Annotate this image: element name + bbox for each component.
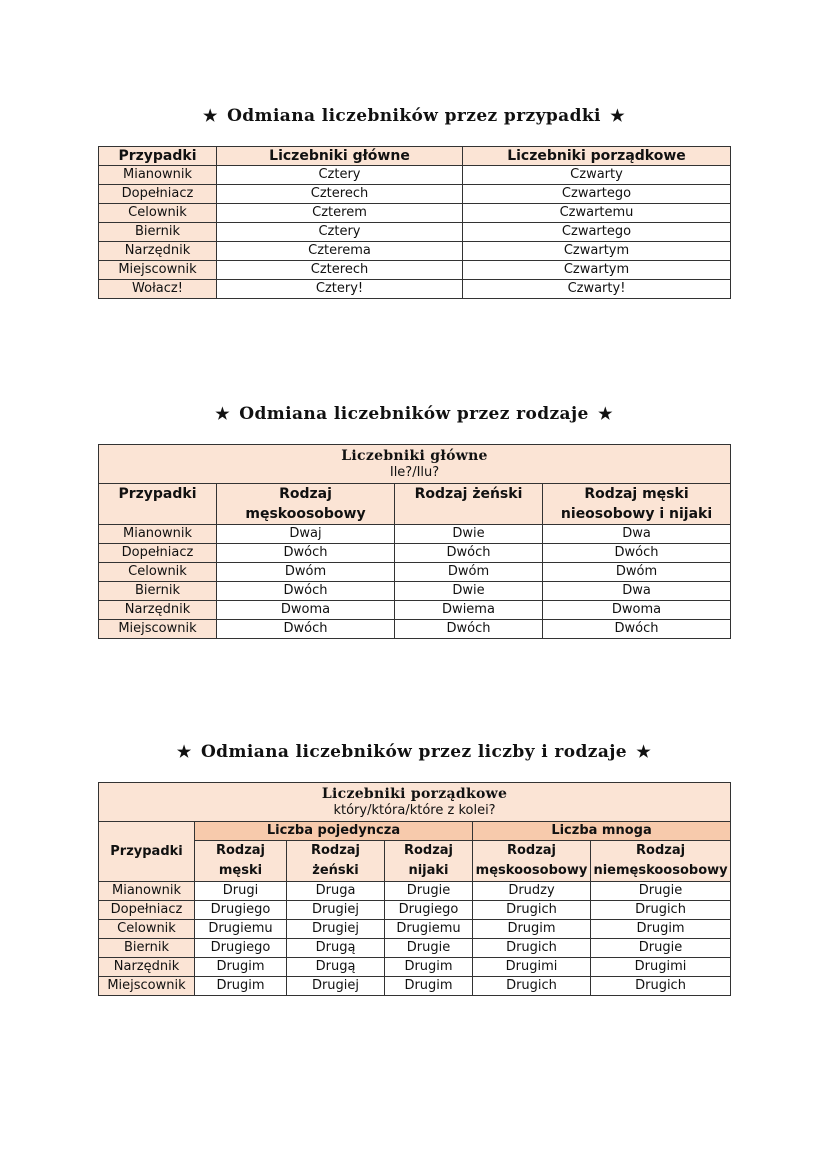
table-cell: Drugi [195, 882, 287, 901]
table-cell: Drugiemu [385, 920, 473, 939]
caption-main: Liczebniki porządkowe [321, 786, 508, 802]
table-cell: Dwóch [217, 582, 395, 601]
group-singular: Liczba pojedyncza [195, 822, 473, 841]
header-cell: Przypadki [99, 822, 195, 882]
table-row [99, 166, 731, 185]
table-cell: Drugim [195, 958, 287, 977]
header-cell: Liczebniki porządkowe [463, 147, 731, 166]
case-cell: Dopełniacz [99, 544, 217, 563]
table-cases [98, 146, 731, 299]
table-cell: Drugim [385, 958, 473, 977]
case-cell: Miejscownik [99, 261, 217, 280]
case-cell: Narzędnik [99, 601, 217, 620]
table-caption-row [99, 783, 731, 822]
case-cell: Miejscownik [99, 620, 217, 639]
header-cell: Rodzaj męskoosobowy [217, 484, 395, 525]
table-cell: Drugimi [591, 958, 731, 977]
table-cell: Dwóm [395, 563, 543, 582]
header-cell: Rodzaj niemęskoosobowy [591, 841, 731, 882]
case-cell: Mianownik [99, 882, 195, 901]
table-cell: Cztery [217, 166, 463, 185]
caption-main: Liczebniki główne [341, 448, 488, 464]
table-cell: Dwóch [217, 544, 395, 563]
header-cell: Liczebniki główne [217, 147, 463, 166]
table-row [99, 185, 731, 204]
case-cell: Wołacz! [99, 280, 217, 299]
table-group-row [99, 822, 731, 841]
table-cell: Czwartego [463, 223, 731, 242]
group-plural: Liczba mnoga [473, 822, 731, 841]
table-cell: Dwóch [395, 620, 543, 639]
table-cell: Drugiemu [195, 920, 287, 939]
table-row [99, 223, 731, 242]
case-cell: Miejscownik [99, 977, 195, 996]
table-caption [99, 783, 731, 822]
case-cell: Celownik [99, 563, 217, 582]
table-row [99, 242, 731, 261]
header-cell: Rodzaj męski nieosobowy i nijaki [543, 484, 731, 525]
table-cell: Druga [287, 882, 385, 901]
case-cell: Mianownik [99, 525, 217, 544]
header-cell: Przypadki [99, 147, 217, 166]
table-cell: Drugim [195, 977, 287, 996]
star-icon: ★ [202, 106, 218, 125]
table-cell: Dwaj [217, 525, 395, 544]
header-cell: Przypadki [99, 484, 217, 525]
table-cell: Drugie [591, 939, 731, 958]
table-row [99, 882, 731, 901]
table-cell: Drugich [473, 939, 591, 958]
case-cell: Celownik [99, 204, 217, 223]
table-cell: Czwartym [463, 242, 731, 261]
table-cell: Dwóm [543, 563, 731, 582]
star-icon: ★ [176, 742, 192, 761]
table-cell: Dwie [395, 525, 543, 544]
table-cell: Dwóch [543, 544, 731, 563]
table-cell: Czwarty [463, 166, 731, 185]
table-cell: Cztery [217, 223, 463, 242]
table-cell: Dwóch [395, 544, 543, 563]
table-row [99, 582, 731, 601]
table-cell: Dwóm [217, 563, 395, 582]
section3-title [0, 742, 828, 762]
table-cell: Czwarty! [463, 280, 731, 299]
table-cell: Drugie [385, 939, 473, 958]
case-cell: Biernik [99, 939, 195, 958]
table-cell: Drugim [591, 920, 731, 939]
table-genders [98, 444, 731, 639]
caption-sub: Ile?/Ilu? [389, 465, 440, 480]
section1-title-text: Odmiana liczebników przez przypadki [227, 106, 601, 126]
table-row [99, 901, 731, 920]
table-cell: Dwie [395, 582, 543, 601]
table-row [99, 563, 731, 582]
table-row [99, 544, 731, 563]
table-cell: Czterech [217, 185, 463, 204]
table-row [99, 601, 731, 620]
table-cell: Drugiej [287, 977, 385, 996]
table-caption [99, 445, 731, 484]
table-cell: Drugimi [473, 958, 591, 977]
table-row [99, 977, 731, 996]
table-row [99, 261, 731, 280]
table-cell: Drugiego [195, 901, 287, 920]
case-cell: Mianownik [99, 166, 217, 185]
table-cell: Dwóch [543, 620, 731, 639]
table-row [99, 620, 731, 639]
table-cell: Czterech [217, 261, 463, 280]
table-cell: Drugiej [287, 920, 385, 939]
table-row [99, 958, 731, 977]
table-cell: Drugiego [385, 901, 473, 920]
star-icon: ★ [636, 742, 652, 761]
table-cell: Dwóch [217, 620, 395, 639]
table-cell: Czwartego [463, 185, 731, 204]
table-cell: Czterem [217, 204, 463, 223]
table-cell: Dwoma [217, 601, 395, 620]
table-row [99, 280, 731, 299]
section3-title-text: Odmiana liczebników przez liczby i rodzaje [200, 742, 628, 762]
table-cell: Drugą [287, 939, 385, 958]
section2-title [0, 404, 828, 424]
table-cell: Drugich [473, 901, 591, 920]
case-cell: Biernik [99, 223, 217, 242]
caption-sub: który/która/które z kolei? [333, 803, 496, 818]
table-row [99, 920, 731, 939]
table-cell: Drudzy [473, 882, 591, 901]
table-cell: Cztery! [217, 280, 463, 299]
table-cell: Drugim [385, 977, 473, 996]
header-cell: Rodzaj męskoosobowy [473, 841, 591, 882]
table-row [99, 939, 731, 958]
header-cell: Rodzaj nijaki [385, 841, 473, 882]
case-cell: Narzędnik [99, 242, 217, 261]
case-cell: Dopełniacz [99, 901, 195, 920]
table-cell: Dwa [543, 525, 731, 544]
table-cell: Dwiema [395, 601, 543, 620]
case-cell: Narzędnik [99, 958, 195, 977]
table-row [99, 525, 731, 544]
star-icon: ★ [598, 404, 613, 423]
header-cell: Rodzaj żeński [395, 484, 543, 525]
header-cell: Rodzaj żeński [287, 841, 385, 882]
table-cell: Drugie [385, 882, 473, 901]
table-cell: Drugim [473, 920, 591, 939]
table-cell: Drugich [591, 977, 731, 996]
table-row [99, 204, 731, 223]
table-cell: Czwartym [463, 261, 731, 280]
table-cell: Drugiego [195, 939, 287, 958]
table-cell: Drugiej [287, 901, 385, 920]
header-cell: Rodzaj męski [195, 841, 287, 882]
case-cell: Biernik [99, 582, 217, 601]
table-cell: Drugich [591, 901, 731, 920]
table-header-row [99, 147, 731, 166]
case-cell: Dopełniacz [99, 185, 217, 204]
table-caption-row [99, 445, 731, 484]
table-header-row [99, 484, 731, 525]
section2-title-text: Odmiana liczebników przez rodzaje [239, 404, 589, 424]
table-cell: Drugich [473, 977, 591, 996]
table-cell: Czterema [217, 242, 463, 261]
table-cell: Dwoma [543, 601, 731, 620]
table-numbers-genders [98, 782, 731, 996]
table-cell: Dwa [543, 582, 731, 601]
table-cell: Czwartemu [463, 204, 731, 223]
table-cell: Drugie [591, 882, 731, 901]
case-cell: Celownik [99, 920, 195, 939]
star-icon: ★ [215, 404, 230, 423]
section1-title [0, 106, 828, 126]
table-cell: Drugą [287, 958, 385, 977]
star-icon: ★ [610, 106, 625, 125]
